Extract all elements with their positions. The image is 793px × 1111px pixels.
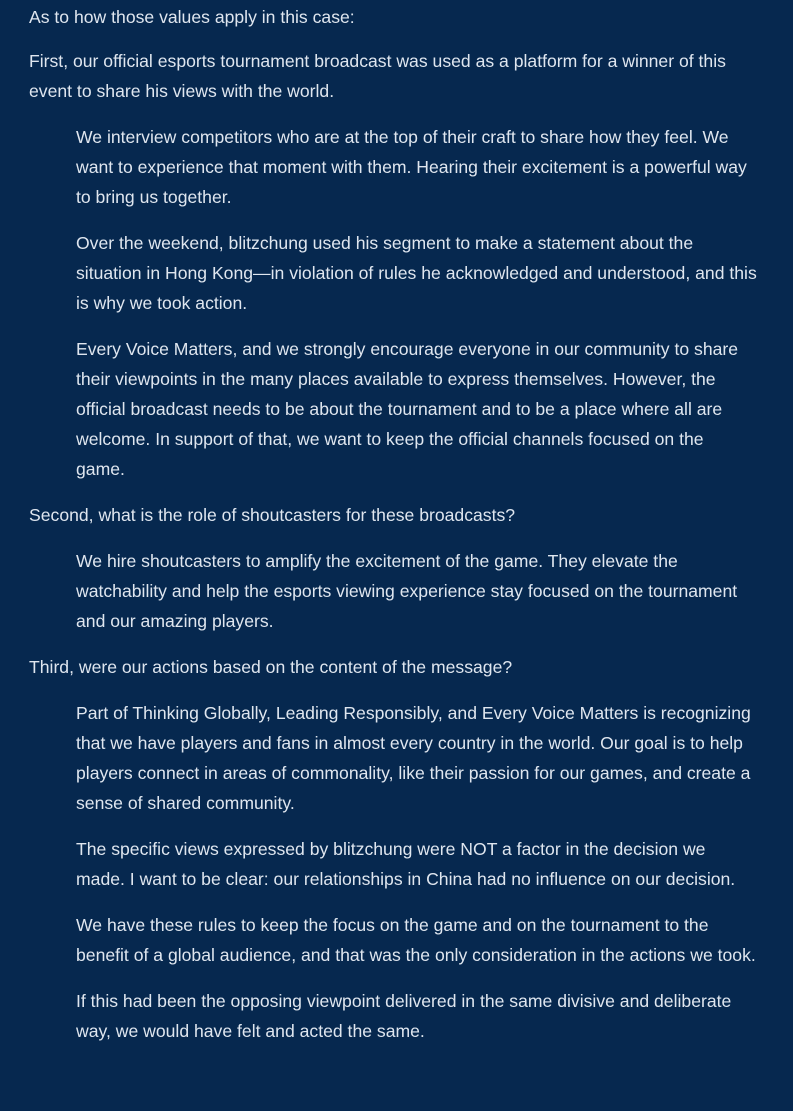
section-second-lead: Second, what is the role of shoutcasters for these broadcasts? (29, 505, 516, 525)
intro-paragraph: As to how those values apply in this case: (29, 7, 355, 27)
section-first-quote-1: We interview competitors who are at the top of their craft to share how they feel. We want to experience that moment with them. Hearing their excitement is a powerful way to bring us together. (76, 127, 747, 207)
section-third-quote-1: Part of Thinking Globally, Leading Responsibly, and Every Voice Matters is recognizing that we have players and fans in almost every country in the world. Our goal is to help players connect in areas of commonality, like their passion for our games, and create a sense of shared community. (76, 703, 751, 813)
section-second-quote-1: We hire shoutcasters to amplify the excitement of the game. They elevate the watchability and help the esports viewing experience stay focused on the tournament and our amazing players. (76, 551, 738, 631)
section-first-lead: First, our official esports tournament broadcast was used as a platform for a winner of this event to share his views with the world. (29, 51, 726, 101)
section-first-quote-3: Every Voice Matters, and we strongly encourage everyone in our community to share their viewpoints in the many places available to express themselves. However, the official broadcast needs to be about the tournament and to be a place where all are welcome. In support of that, we want to keep the official channels focused on the game. (76, 339, 739, 479)
section-third-lead: Third, were our actions based on the content of the message? (29, 657, 513, 677)
section-third-quote-4: If this had been the opposing viewpoint delivered in the same divisive and deliberate way, we would have felt and acted the same. (76, 991, 732, 1041)
section-third-quote-2: The specific views expressed by blitzchung were NOT a factor in the decision we made. I want to be clear: our relationships in China had no influence on our decision. (76, 839, 736, 889)
section-third-quote-3: We have these rules to keep the focus on the game and on the tournament to the benefit of a global audience, and that was the only consideration in the actions we took. (76, 915, 756, 965)
section-first-quote-2: Over the weekend, blitzchung used his segment to make a statement about the situation in Hong Kong—in violation of rules he acknowledged and understood, and this is why we took action. (76, 233, 757, 313)
